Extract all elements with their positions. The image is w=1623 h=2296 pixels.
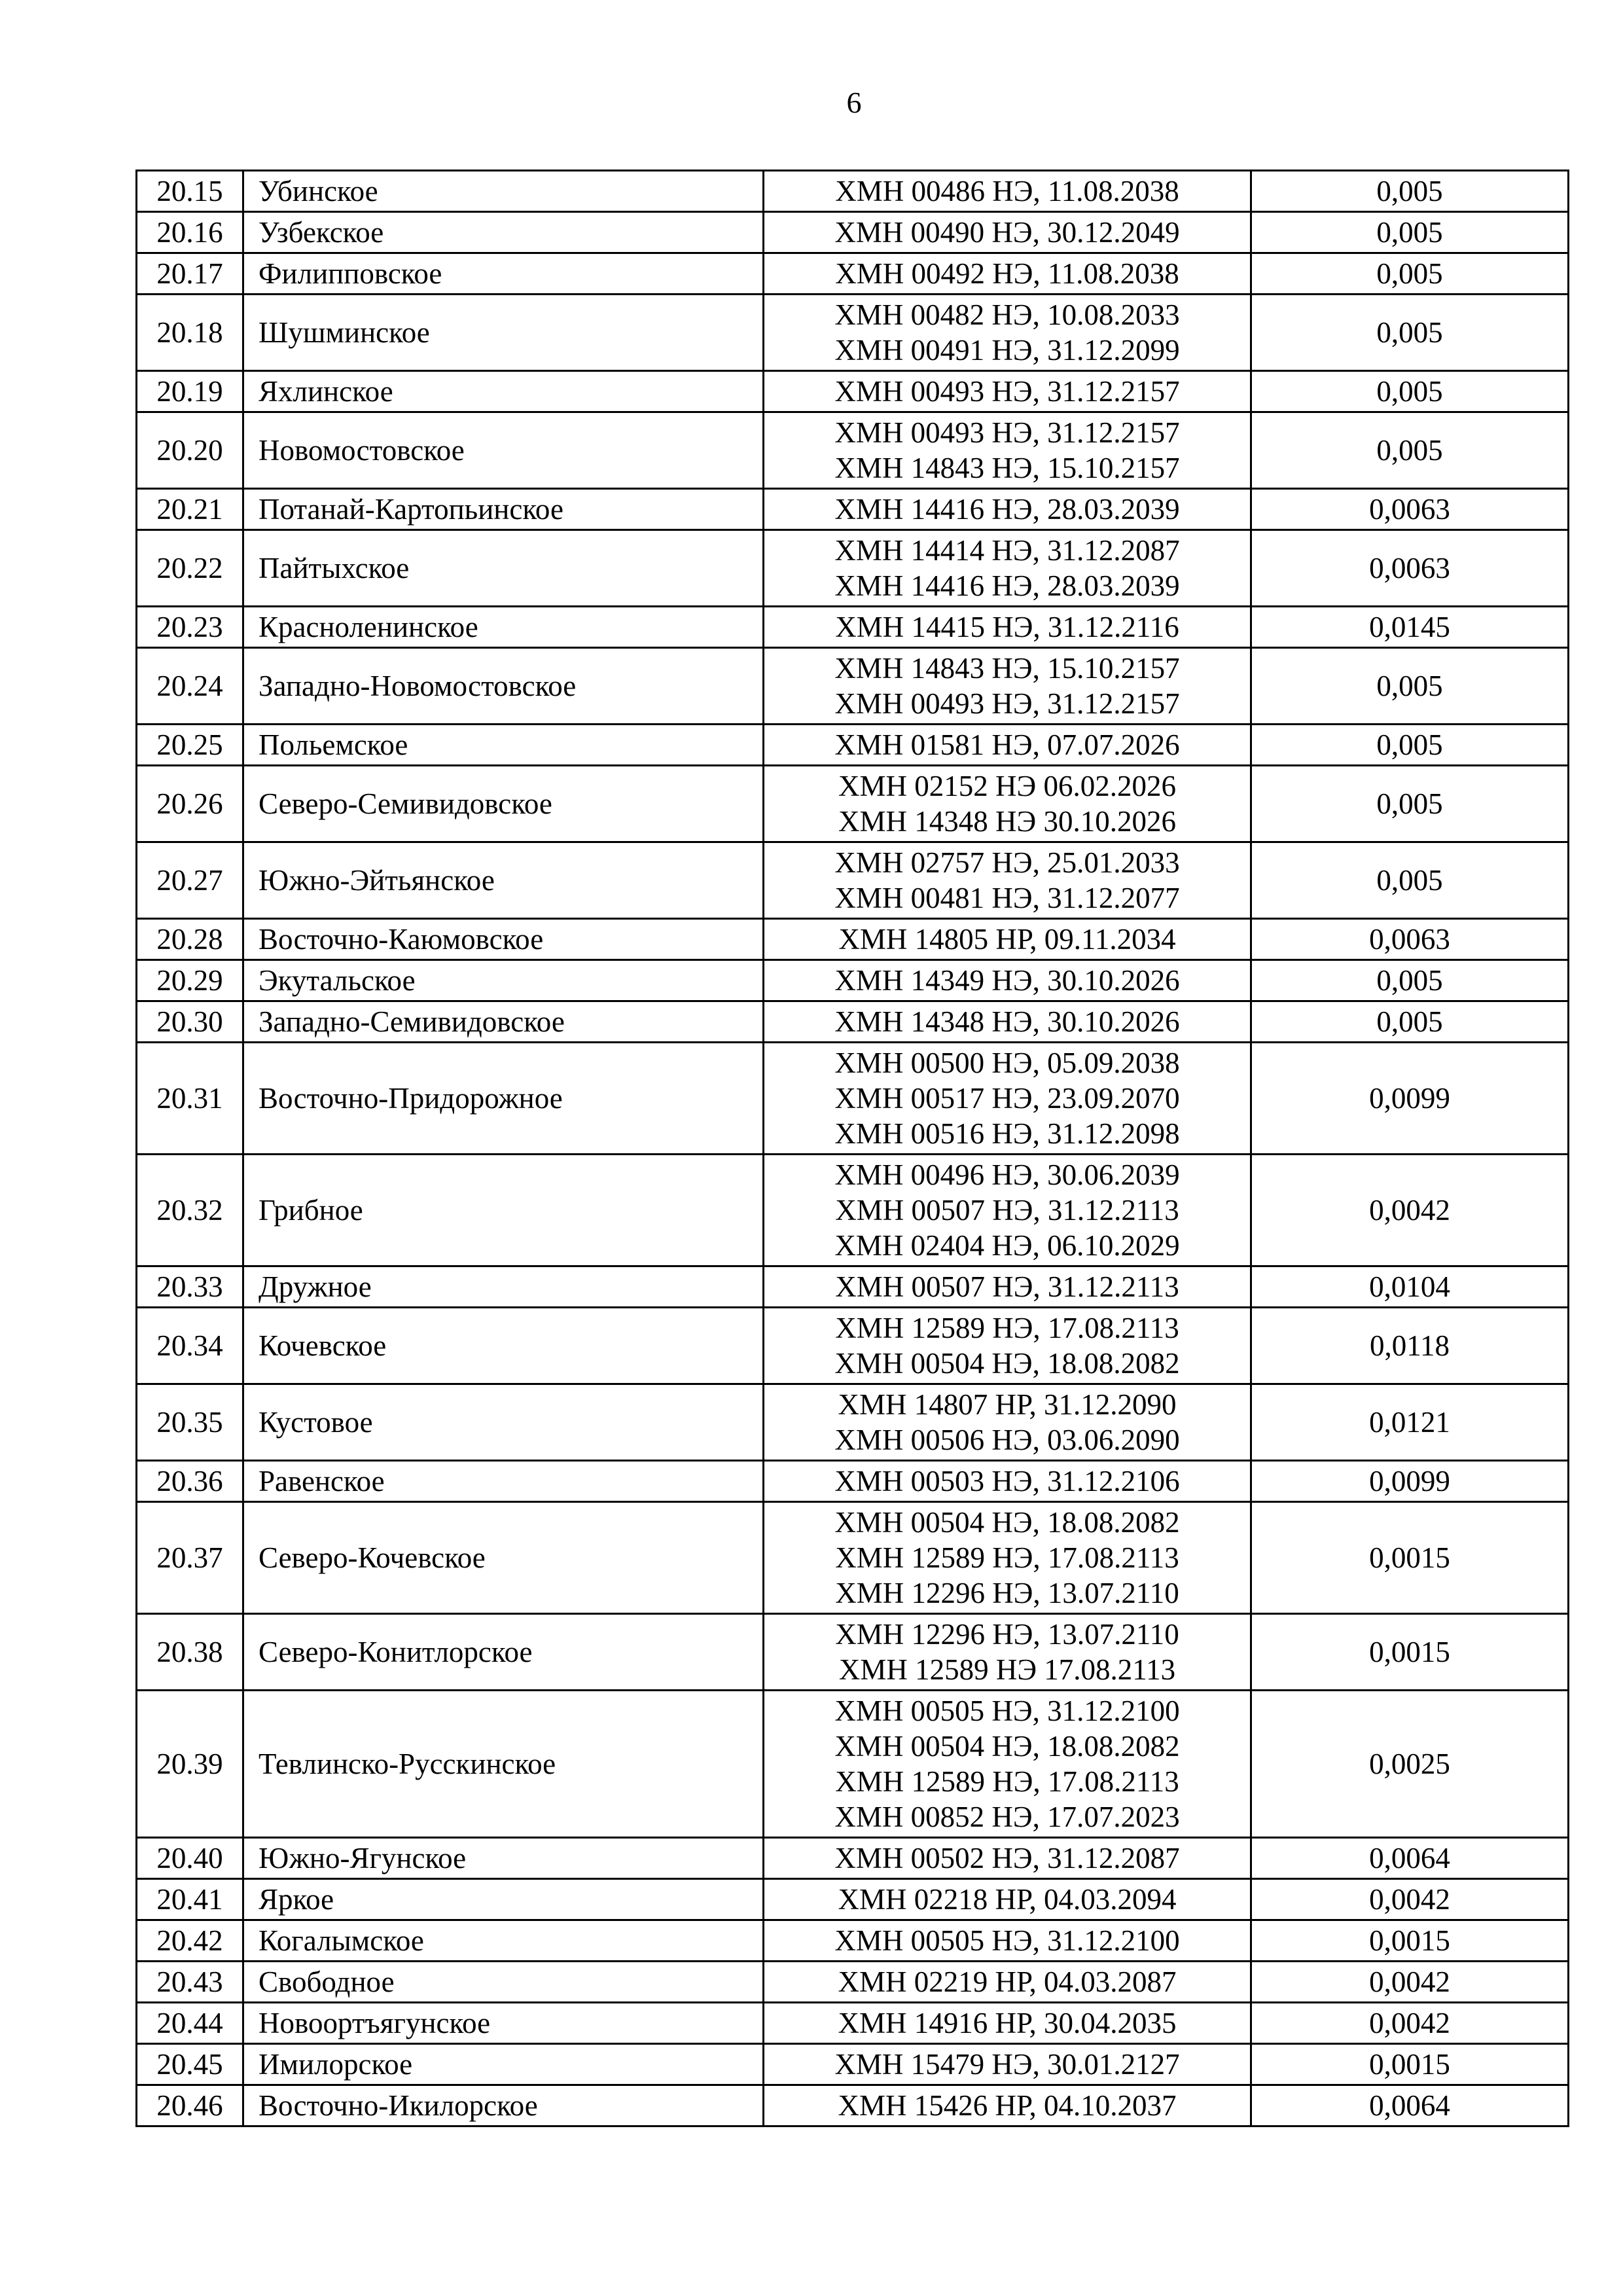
table-row (137, 1691, 1569, 1838)
rate-value: 0,0015 (1251, 1920, 1569, 1962)
deposit-name: Северо-Кочевское (243, 1502, 764, 1614)
license-entry: ХМН 14348 НЭ 30.10.2026 (838, 805, 1176, 838)
table-row (137, 2044, 1569, 2085)
row-number: 20.28 (137, 919, 243, 960)
license-cell (764, 2044, 1251, 2085)
rate-value: 0,0063 (1251, 919, 1569, 960)
license-cell (764, 1001, 1251, 1043)
license-entry: ХМН 14843 НЭ, 15.10.2157 (834, 652, 1180, 685)
license-entry: ХМН 12589 НЭ, 17.08.2113 (835, 1765, 1179, 1798)
license-cell (764, 766, 1251, 842)
rate-value: 0,0042 (1251, 1879, 1569, 1920)
table-row (137, 1879, 1569, 1920)
rate-value: 0,005 (1251, 171, 1569, 212)
rate-value: 0,0025 (1251, 1691, 1569, 1838)
deposit-name: Польемское (243, 725, 764, 766)
license-cell (764, 1879, 1251, 1920)
license-cell (764, 842, 1251, 919)
license-entry: ХМН 00504 НЭ, 18.08.2082 (834, 1730, 1180, 1763)
license-entry: ХМН 00505 НЭ, 31.12.2100 (834, 1695, 1180, 1727)
license-entry: ХМН 15479 НЭ, 30.01.2127 (834, 2048, 1180, 2081)
license-entry: ХМН 00493 НЭ, 31.12.2157 (834, 416, 1180, 449)
license-entry: ХМН 00502 НЭ, 31.12.2087 (834, 1842, 1180, 1874)
page-number: 6 (846, 86, 862, 119)
table-row (137, 2003, 1569, 2044)
table-row (137, 1461, 1569, 1502)
rate-value: 0,005 (1251, 1001, 1569, 1043)
rate-value: 0,005 (1251, 253, 1569, 295)
rate-value: 0,0099 (1251, 1043, 1569, 1155)
license-cell (764, 489, 1251, 530)
table-row (137, 1614, 1569, 1691)
rate-value: 0,0042 (1251, 1155, 1569, 1266)
deposit-name: Западно-Семивидовское (243, 1001, 764, 1043)
license-entry: ХМН 12589 НЭ, 17.08.2113 (835, 1541, 1179, 1574)
table-row (137, 1266, 1569, 1308)
row-number: 20.34 (137, 1308, 243, 1384)
license-cell (764, 253, 1251, 295)
license-entry: ХМН 00500 НЭ, 05.09.2038 (834, 1047, 1180, 1079)
row-number: 20.42 (137, 1920, 243, 1962)
license-entry: ХМН 00852 НЭ, 17.07.2023 (834, 1801, 1180, 1833)
table-row (137, 412, 1569, 489)
row-number: 20.44 (137, 2003, 243, 2044)
rate-value: 0,005 (1251, 412, 1569, 489)
rate-value: 0,0015 (1251, 1502, 1569, 1614)
rate-value: 0,005 (1251, 371, 1569, 412)
license-cell (764, 725, 1251, 766)
license-cell (764, 295, 1251, 371)
row-number: 20.29 (137, 960, 243, 1001)
rate-value: 0,005 (1251, 842, 1569, 919)
license-cell (764, 530, 1251, 607)
license-entry: ХМН 00490 НЭ, 30.12.2049 (834, 216, 1180, 249)
license-cell (764, 171, 1251, 212)
table-row (137, 766, 1569, 842)
deposit-name: Грибное (243, 1155, 764, 1266)
license-cell (764, 919, 1251, 960)
license-cell (764, 2085, 1251, 2126)
license-cell (764, 1384, 1251, 1461)
license-cell (764, 1043, 1251, 1155)
row-number: 20.20 (137, 412, 243, 489)
deposit-name: Кочевское (243, 1308, 764, 1384)
rate-value: 0,0064 (1251, 2085, 1569, 2126)
license-entry: ХМН 02152 НЭ 06.02.2026 (838, 770, 1176, 802)
row-number: 20.41 (137, 1879, 243, 1920)
deposit-name: Южно-Эйтьянское (243, 842, 764, 919)
rate-value: 0,005 (1251, 960, 1569, 1001)
deposit-name: Потанай-Картопьинское (243, 489, 764, 530)
license-entry: ХМН 14349 НЭ, 30.10.2026 (834, 964, 1180, 997)
license-entry: ХМН 14416 НЭ, 28.03.2039 (834, 569, 1180, 602)
license-cell (764, 371, 1251, 412)
rate-value: 0,005 (1251, 725, 1569, 766)
license-cell (764, 212, 1251, 253)
row-number: 20.15 (137, 171, 243, 212)
deposit-name: Восточно-Придорожное (243, 1043, 764, 1155)
deposit-name: Новоортъягунское (243, 2003, 764, 2044)
row-number: 20.32 (137, 1155, 243, 1266)
table-row (137, 607, 1569, 648)
row-number: 20.31 (137, 1043, 243, 1155)
table-row (137, 171, 1569, 212)
deposit-name: Яркое (243, 1879, 764, 1920)
row-number: 20.22 (137, 530, 243, 607)
table-row (137, 1502, 1569, 1614)
rate-value: 0,0063 (1251, 489, 1569, 530)
row-number: 20.43 (137, 1962, 243, 2003)
license-entry: ХМН 15426 НР, 04.10.2037 (838, 2089, 1177, 2122)
table-body (137, 171, 1569, 2126)
license-entry: ХМН 14348 НЭ, 30.10.2026 (834, 1005, 1180, 1038)
license-entry: ХМН 00492 НЭ, 11.08.2038 (835, 257, 1179, 290)
deposit-name: Северо-Семивидовское (243, 766, 764, 842)
row-number: 20.30 (137, 1001, 243, 1043)
table-row (137, 648, 1569, 725)
deposit-name: Новомостовское (243, 412, 764, 489)
license-cell (764, 1461, 1251, 1502)
license-entry: ХМН 00493 НЭ, 31.12.2157 (834, 375, 1180, 408)
rate-value: 0,0063 (1251, 530, 1569, 607)
table-row (137, 1001, 1569, 1043)
table-row (137, 1920, 1569, 1962)
license-entry: ХМН 00516 НЭ, 31.12.2098 (834, 1117, 1180, 1150)
license-entry: ХМН 00506 НЭ, 03.06.2090 (834, 1424, 1180, 1456)
deposit-name: Южно-Ягунское (243, 1838, 764, 1879)
row-number: 20.21 (137, 489, 243, 530)
row-number: 20.26 (137, 766, 243, 842)
license-entry: ХМН 02219 НР, 04.03.2087 (838, 1965, 1177, 1998)
license-cell (764, 1614, 1251, 1691)
deposit-name: Дружное (243, 1266, 764, 1308)
row-number: 20.27 (137, 842, 243, 919)
license-entry: ХМН 00491 НЭ, 31.12.2099 (834, 334, 1180, 367)
rate-value: 0,0042 (1251, 2003, 1569, 2044)
license-entry: ХМН 00486 НЭ, 11.08.2038 (835, 175, 1179, 207)
license-cell (764, 2003, 1251, 2044)
license-entry: ХМН 14415 НЭ, 31.12.2116 (835, 611, 1179, 643)
table-row (137, 489, 1569, 530)
rate-value: 0,0064 (1251, 1838, 1569, 1879)
license-cell (764, 1691, 1251, 1838)
deposit-name: Когалымское (243, 1920, 764, 1962)
table-row (137, 371, 1569, 412)
row-number: 20.35 (137, 1384, 243, 1461)
table-row (137, 295, 1569, 371)
deposit-name: Тевлинско-Русскинское (243, 1691, 764, 1838)
rate-value: 0,0145 (1251, 607, 1569, 648)
license-cell (764, 412, 1251, 489)
license-entry: ХМН 14805 НР, 09.11.2034 (838, 923, 1176, 956)
rate-value: 0,0015 (1251, 1614, 1569, 1691)
deposit-name: Восточно-Икилорское (243, 2085, 764, 2126)
license-cell (764, 1266, 1251, 1308)
row-number: 20.18 (137, 295, 243, 371)
row-number: 20.19 (137, 371, 243, 412)
deposit-name: Красноленинское (243, 607, 764, 648)
license-entry: ХМН 14807 НР, 31.12.2090 (838, 1388, 1177, 1421)
table-row (137, 253, 1569, 295)
row-number: 20.17 (137, 253, 243, 295)
row-number: 20.33 (137, 1266, 243, 1308)
row-number: 20.37 (137, 1502, 243, 1614)
row-number: 20.39 (137, 1691, 243, 1838)
rate-value: 0,0099 (1251, 1461, 1569, 1502)
rate-value: 0,005 (1251, 295, 1569, 371)
table-row (137, 1308, 1569, 1384)
row-number: 20.38 (137, 1614, 243, 1691)
table-row (137, 212, 1569, 253)
license-entry: ХМН 02404 НЭ, 06.10.2029 (834, 1229, 1180, 1262)
row-number: 20.36 (137, 1461, 243, 1502)
license-cell (764, 960, 1251, 1001)
license-entry: ХМН 00505 НЭ, 31.12.2100 (834, 1924, 1180, 1957)
table-row (137, 1043, 1569, 1155)
license-entry: ХМН 14416 НЭ, 28.03.2039 (834, 493, 1180, 526)
license-entry: ХМН 14414 НЭ, 31.12.2087 (834, 534, 1180, 567)
table-row (137, 842, 1569, 919)
table-row (137, 1384, 1569, 1461)
deposit-name: Восточно-Каюмовское (243, 919, 764, 960)
license-entry: ХМН 00482 НЭ, 10.08.2033 (834, 298, 1180, 331)
row-number: 20.45 (137, 2044, 243, 2085)
license-cell (764, 1920, 1251, 1962)
license-cell (764, 1155, 1251, 1266)
license-cell (764, 1962, 1251, 2003)
license-entry: ХМН 12296 НЭ, 13.07.2110 (835, 1577, 1179, 1609)
table-row (137, 1962, 1569, 2003)
license-entry: ХМН 14916 НР, 30.04.2035 (838, 2007, 1177, 2039)
table-row (137, 1838, 1569, 1879)
row-number: 20.24 (137, 648, 243, 725)
rate-value: 0,005 (1251, 648, 1569, 725)
rate-value: 0,0118 (1251, 1308, 1569, 1384)
row-number: 20.25 (137, 725, 243, 766)
table-row (137, 530, 1569, 607)
rate-value: 0,0121 (1251, 1384, 1569, 1461)
deposit-name: Имилорское (243, 2044, 764, 2085)
license-entry: ХМН 00503 НЭ, 31.12.2106 (834, 1465, 1180, 1498)
deposit-name: Экутальское (243, 960, 764, 1001)
deposit-name: Северо-Конитлорское (243, 1614, 764, 1691)
deposit-name: Свободное (243, 1962, 764, 2003)
deposit-name: Узбекское (243, 212, 764, 253)
table-row (137, 960, 1569, 1001)
row-number: 20.23 (137, 607, 243, 648)
license-entry: ХМН 00496 НЭ, 30.06.2039 (834, 1158, 1180, 1191)
rate-value: 0,005 (1251, 212, 1569, 253)
row-number: 20.46 (137, 2085, 243, 2126)
license-cell (764, 1308, 1251, 1384)
license-cell (764, 607, 1251, 648)
license-cell (764, 648, 1251, 725)
license-entry: ХМН 00481 НЭ, 31.12.2077 (834, 882, 1180, 914)
license-entry: ХМН 12589 НЭ, 17.08.2113 (835, 1312, 1179, 1344)
rate-value: 0,0042 (1251, 1962, 1569, 2003)
deposit-name: Убинское (243, 171, 764, 212)
table-row (137, 1155, 1569, 1266)
rate-value: 0,0104 (1251, 1266, 1569, 1308)
deposit-name: Равенское (243, 1461, 764, 1502)
license-entry: ХМН 02757 НЭ, 25.01.2033 (834, 846, 1180, 879)
license-entry: ХМН 00517 НЭ, 23.09.2070 (834, 1082, 1180, 1115)
license-entry: ХМН 14843 НЭ, 15.10.2157 (834, 452, 1180, 484)
license-entry: ХМН 00507 НЭ, 31.12.2113 (835, 1270, 1179, 1303)
rate-value: 0,005 (1251, 766, 1569, 842)
license-entry: ХМН 01581 НЭ, 07.07.2026 (834, 728, 1180, 761)
license-entry: ХМН 00504 НЭ, 18.08.2082 (834, 1347, 1180, 1380)
deposit-name: Яхлинское (243, 371, 764, 412)
deposit-name: Пайтыхское (243, 530, 764, 607)
deposit-name: Филипповское (243, 253, 764, 295)
license-entry: ХМН 00493 НЭ, 31.12.2157 (834, 687, 1180, 720)
license-cell (764, 1838, 1251, 1879)
rate-value: 0,0015 (1251, 2044, 1569, 2085)
license-entry: ХМН 12296 НЭ, 13.07.2110 (835, 1618, 1179, 1651)
table-row (137, 2085, 1569, 2126)
table-row (137, 725, 1569, 766)
deposit-name: Шушминское (243, 295, 764, 371)
license-entry: ХМН 02218 НР, 04.03.2094 (838, 1883, 1177, 1916)
license-cell (764, 1502, 1251, 1614)
row-number: 20.16 (137, 212, 243, 253)
deposit-name: Западно-Новомостовское (243, 648, 764, 725)
license-entry: ХМН 12589 НЭ 17.08.2113 (838, 1653, 1176, 1686)
row-number: 20.40 (137, 1838, 243, 1879)
deposit-name: Кустовое (243, 1384, 764, 1461)
license-entry: ХМН 00507 НЭ, 31.12.2113 (835, 1194, 1179, 1227)
table-row (137, 919, 1569, 960)
deposits-table (135, 170, 1569, 2127)
license-entry: ХМН 00504 НЭ, 18.08.2082 (834, 1506, 1180, 1539)
